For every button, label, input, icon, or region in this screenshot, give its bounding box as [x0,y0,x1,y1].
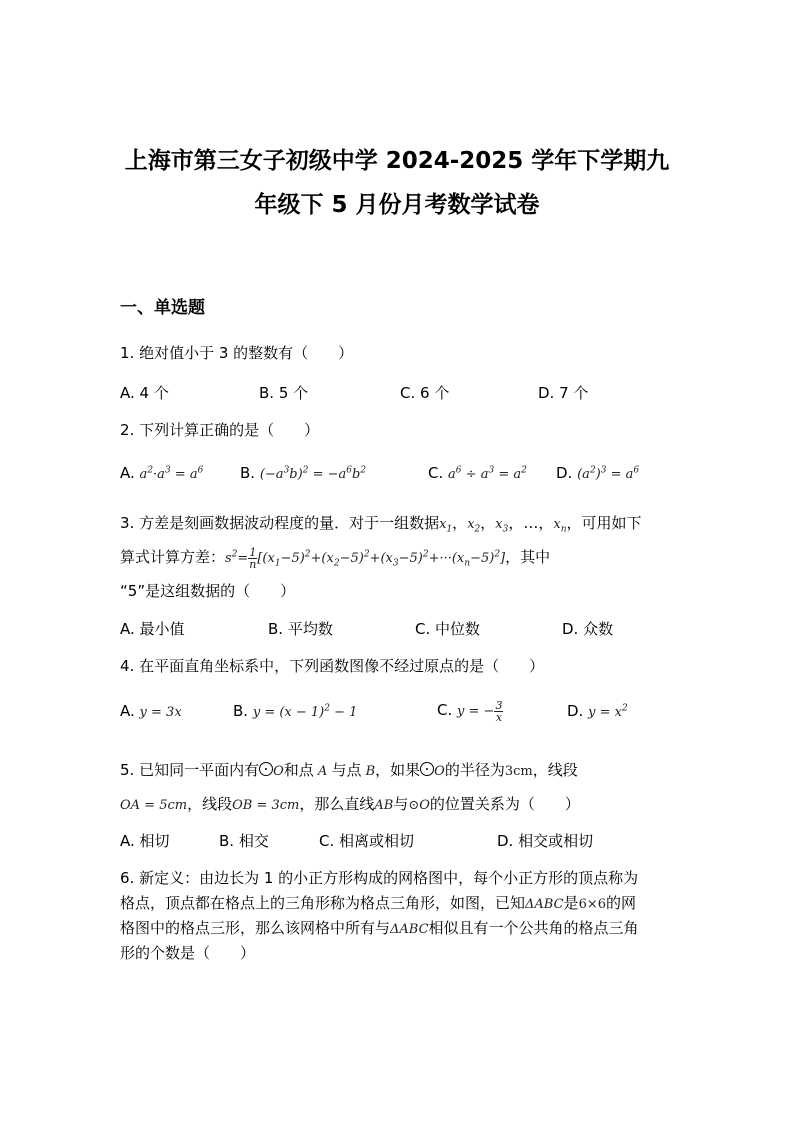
q4-option-c-label: C. [437,701,453,719]
question-6-line-3 [120,917,639,938]
q2-option-b-label: B. [240,464,256,482]
q2-option-b-formula: $(-a^3b)^2 = -a^6b^2$ [259,465,367,482]
q5-text-1: 5. 已知同一平面内有 [120,761,260,779]
q3-text-2: ，可用如下 [566,514,642,532]
q2-option-d [556,464,639,482]
question-6-line-4: 形的个数是（ ） [120,944,256,962]
q3-x3: $x_3$ [495,517,509,535]
q4-option-c [437,700,503,723]
q2-option-a-formula: $a^2\cdot a^3 = a^6$ [139,465,204,482]
q1-option-d: D. 7 个 [538,384,589,402]
q1-option-c: C. 6 个 [400,384,450,402]
q1-option-b: B. 5 个 [259,384,309,402]
q3-data-list: $x_1$ [439,517,453,535]
q6-text-2: 是 [563,894,579,912]
question-1-stem: 1. 绝对值小于 3 的整数有（ ） [120,344,354,362]
q5-text-7: ，线段 [187,795,233,813]
question-3-line-2 [120,546,550,570]
question-5-line-2 [120,793,580,814]
q3-option-c: C. 中位数 [415,620,481,638]
q6-grid-size: 6×6 [578,897,606,912]
q2-option-c [428,464,527,482]
q4-option-b-label: B. [233,702,249,720]
q4-option-a-formula: y = 3x [139,705,182,720]
q3-x2: $x_2$ [467,517,481,535]
q4-option-d-formula: $y = x^2$ [588,703,628,720]
q6-text-5: 相似且有一个公共角的格点三角 [428,919,639,937]
q4-option-a-label: A. [120,702,135,720]
q5-text-5: 的半径为 [444,761,505,779]
q5-oa: OA = 5cm [120,798,188,813]
q4-option-b-formula: $y = (x - 1)^2 - 1$ [252,703,358,720]
q2-option-a [120,464,203,482]
q6-text-4: 格图中的格点三形，那么该网格中所有与 [120,919,391,937]
q3-xn: $x_n$ [553,517,567,535]
q5-circle-o: ⊙O [408,798,430,813]
q5-text-10: 的位置关系为（ ） [429,795,580,813]
q5-option-a: A. 相切 [120,832,170,850]
q1-option-a: A. 4 个 [120,384,169,402]
q5-o: O [273,764,284,779]
question-5-line-1 [120,759,578,780]
question-3-line-3: “5”是这组数据的（ ） [120,582,296,600]
q5-text-9: 与 [393,795,409,813]
circle-dot-symbol [259,762,273,776]
q6-text-1: 格点，顶点都在格点上的三角形称为格点三角形，如图，已知 [120,894,526,912]
q5-radius: 3cm [504,764,533,779]
q5-b: B [361,764,376,779]
q5-option-d: D. 相交或相切 [497,832,594,850]
q3-option-a: A. 最小值 [120,620,185,638]
section-heading: 一、单选题 [120,298,205,318]
q5-ob: OB = 3cm [232,798,300,813]
q2-option-d-label: D. [556,464,573,482]
q5-text-8: ，那么直线 [299,795,375,813]
title-line-1: 上海市第三女子初级中学 2024-2025 学年下学期九 [124,148,670,174]
q4-option-b [233,702,357,720]
question-6-line-1: 6. 新定义：由边长为 1 的小正方形构成的网格图中，每个小正方形的顶点称为 [120,869,639,887]
q3-option-b: B. 平均数 [268,620,333,638]
q2-option-c-label: C. [428,464,444,482]
q4-option-d [567,702,628,720]
q5-text-6: ，线段 [532,761,578,779]
q5-a: A [313,764,332,779]
q2-option-c-formula: $a^6 \div a^3 = a^2$ [448,465,527,482]
question-2-stem: 2. 下列计算正确的是（ ） [120,421,320,439]
q6-text-3: 的网 [606,894,637,912]
q5-option-b: B. 相交 [219,832,269,850]
q4-option-c-formula: y = − $\frac{3}{x}$ [457,699,503,724]
q5-ab: AB [374,798,394,813]
q4-option-a [120,702,182,720]
q3-text-4: ，其中 [505,548,551,566]
q3-text-3: 算式计算方差： [120,548,226,566]
q6-triangle: ΔABC [525,897,564,912]
question-4-stem: 4. 在平面直角坐标系中，下列函数图像不经过原点的是（ ） [120,657,545,675]
q5-option-c: C. 相离或相切 [319,832,415,850]
q5-text-3: 与点 [331,761,362,779]
q5-text-2: 和点 [283,761,314,779]
q5-o2: O [434,764,445,779]
question-3-line-1: 3. 方差是刻画数据波动程度的量．对于一组数据$x_1$，$x_2$，$x_3$，…，$x_n$，可用如下 [120,514,642,535]
q5-text-4: ，如果 [375,761,421,779]
question-6-line-2 [120,892,636,913]
variance-formula: $s^2=$ $\frac{1}{n}$ $[(x_1-5)^2+(x_2-5)^2+(x_3-5)^2+\cdot\cdot\cdot(x_n-5)^2]$ [225,546,506,571]
q2-option-b [240,464,366,482]
q3-option-d: D. 众数 [562,620,614,638]
q6-triangle-2: ΔABC [390,922,429,937]
q4-option-d-label: D. [567,702,584,720]
circle-dot-symbol [420,762,434,776]
q2-option-d-formula: $(a^2)^3 = a^6$ [577,465,640,482]
title-line-2: 年级下 5 月份月考数学试卷 [254,192,540,218]
q3-text-1: 3. 方差是刻画数据波动程度的量．对于一组数据 [120,514,440,532]
q2-option-a-label: A. [120,464,135,482]
